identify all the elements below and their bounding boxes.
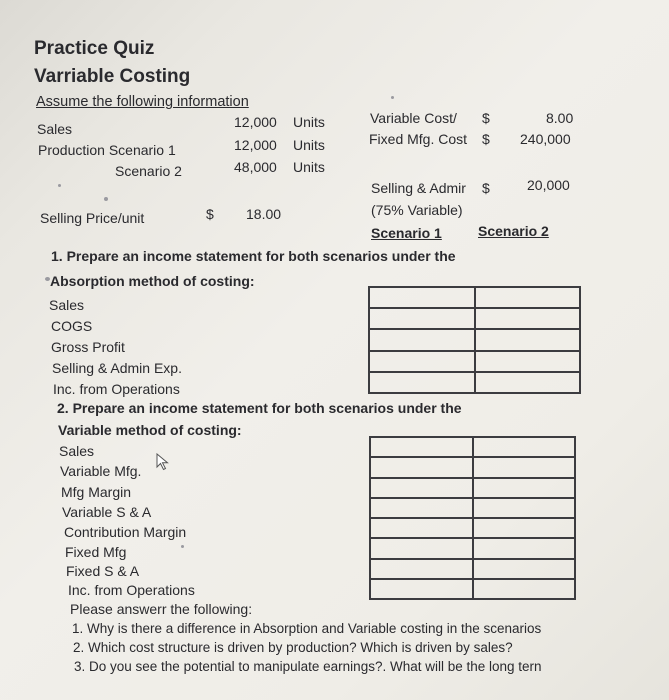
selling-admin-label: Selling & Admir [371, 180, 466, 196]
fixed-mfg-cost-value: 240,000 [520, 131, 571, 147]
sales-label: Sales [37, 121, 73, 137]
variable-cost-label: Variable Cost/ [370, 110, 457, 126]
production-scenario-2-value: 48,000 [234, 159, 277, 175]
q2-row-label: Sales [59, 443, 95, 459]
paper-speck [104, 197, 108, 201]
q2-prompt-line2: Variable method of costing: [58, 422, 242, 438]
followup-question: 1. Why is there a difference in Absorption and Variable costing in the scenarios [72, 621, 542, 636]
page-title: Practice Quiz [34, 38, 155, 59]
fixed-mfg-cost-label: Fixed Mfg. Cost [369, 131, 468, 147]
selling-admin-value: 20,000 [527, 177, 570, 193]
q1-row-label: Selling & Admin Exp. [52, 360, 182, 376]
fixed-mfg-cost-currency: $ [482, 131, 490, 147]
q1-prompt-line2: Absorption method of costing: [50, 273, 255, 289]
assume-heading: Assume the following information [36, 94, 249, 110]
q2-row-label: Variable Mfg. [60, 463, 142, 479]
paper-speck [391, 96, 394, 99]
variable-cost-value: 8.00 [546, 110, 574, 126]
q2-row-label: Fixed S & A [66, 563, 140, 579]
selling-price-label: Selling Price/unit [40, 210, 145, 226]
q2-row-label: Mfg Margin [61, 484, 132, 500]
q1-row-label: COGS [51, 318, 93, 334]
q2-prompt-line1: 2. Prepare an income statement for both scenarios under the [57, 400, 462, 416]
paper-speck [181, 545, 184, 548]
sales-units-label: Units [293, 114, 325, 130]
q2-row-label: Contribution Margin [64, 524, 187, 540]
production-scenario-1-label: Production Scenario 1 [38, 142, 176, 158]
followup-question: 3. Do you see the potential to manipulate earnings?. What will be the long tern [74, 659, 542, 674]
q2-row-label: Inc. from Operations [68, 582, 195, 598]
selling-admin-currency: $ [482, 180, 490, 196]
selling-price-value: 18.00 [246, 206, 282, 222]
q2-row-label: Variable S & A [62, 504, 152, 520]
production-scenario-1-units: Units [293, 137, 325, 153]
production-scenario-2-label: Scenario 2 [115, 163, 182, 179]
scenario-1-header: Scenario 1 [371, 225, 442, 241]
absorption-answer-grid[interactable] [368, 286, 581, 394]
production-scenario-2-units: Units [293, 159, 325, 175]
mouse-cursor-icon [156, 453, 172, 471]
variable-cost-currency: $ [482, 110, 490, 126]
page-subtitle: Varriable Costing [34, 66, 191, 87]
variable-answer-grid[interactable] [369, 436, 576, 600]
selling-admin-note: (75% Variable) [371, 202, 463, 218]
sales-units-value: 12,000 [234, 114, 277, 130]
q1-row-label: Inc. from Operations [53, 381, 180, 397]
q1-row-label: Sales [49, 297, 85, 313]
scenario-2-header: Scenario 2 [478, 223, 549, 239]
followup-heading: Please answerr the following: [70, 601, 253, 617]
q1-row-label: Gross Profit [51, 339, 125, 355]
q2-row-label: Fixed Mfg [65, 544, 127, 560]
q1-prompt-line1: 1. Prepare an income statement for both scenarios under the [51, 248, 456, 264]
paper-speck [45, 277, 50, 281]
paper-speck [58, 184, 61, 187]
followup-question: 2. Which cost structure is driven by production? Which is driven by sales? [73, 640, 513, 655]
production-scenario-1-value: 12,000 [234, 137, 277, 153]
selling-price-currency: $ [206, 206, 214, 222]
